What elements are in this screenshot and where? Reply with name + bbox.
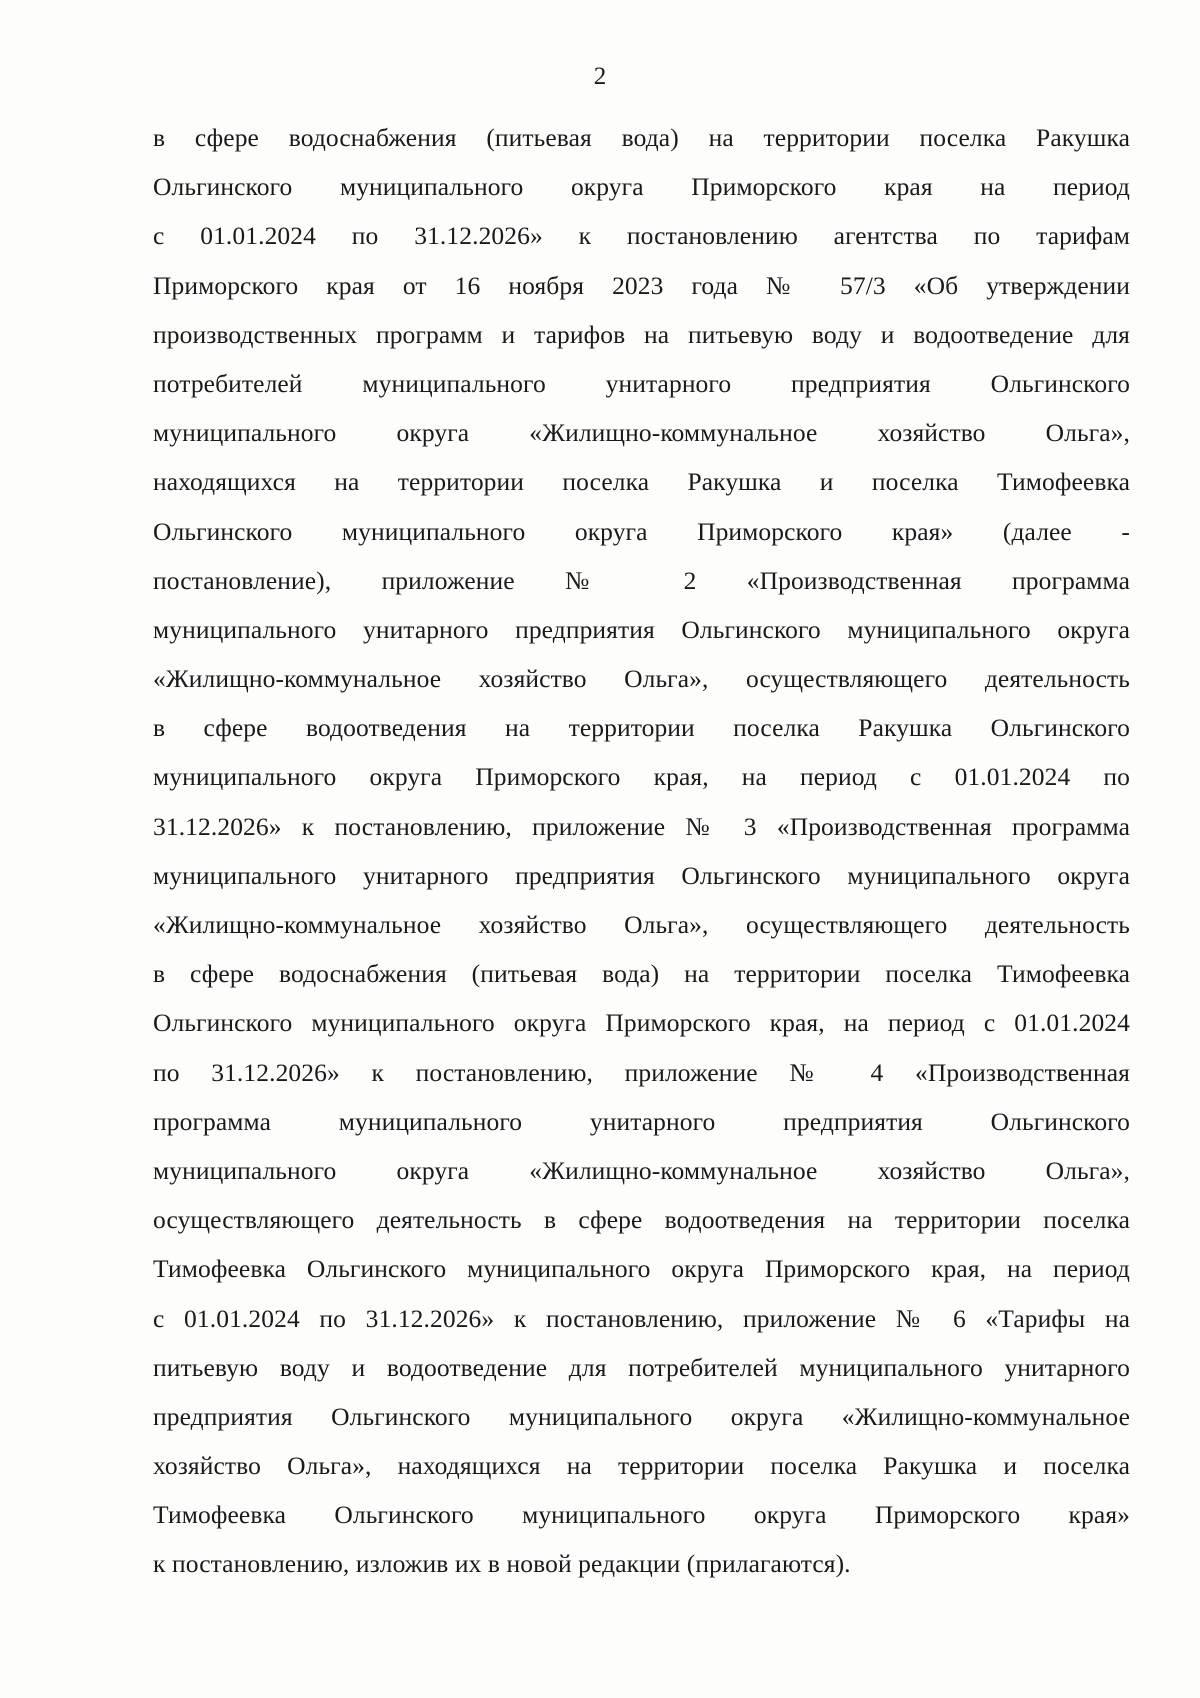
text-line: «Жилищно-коммунальное хозяйство Ольга», осуществляющего деятельность [153, 664, 1130, 694]
text-line: Ольгинского муниципального округа Приморского края» (далее - [153, 516, 1130, 546]
text-line: в сфере водоотведения на территории поселка Ракушка Ольгинского [153, 713, 1130, 743]
text-line: программа муниципального унитарного предприятия Ольгинского [153, 1106, 1130, 1136]
text-line: хозяйство Ольга», находящихся на территории поселка Ракушка и поселка [153, 1451, 1130, 1481]
text-line: Тимофеевка Ольгинского муниципального округа Приморского края» [153, 1500, 1130, 1530]
text-line: Ольгинского муниципального округа Приморского края на период [153, 172, 1130, 202]
text-line: «Жилищно-коммунальное хозяйство Ольга», осуществляющего деятельность [153, 910, 1130, 939]
text-line: в сфере водоснабжения (питьевая вода) на территории поселка Тимофеевка [153, 959, 1130, 989]
text-line: постановление), приложение № 2 «Производственная программа [153, 565, 1130, 595]
text-line: муниципального округа Приморского края, на период с 01.01.2024 по [153, 762, 1130, 792]
page-number: 2 [593, 63, 607, 90]
text-line-last: к постановлению, изложив их в новой редакции (прилагаются). [153, 1549, 851, 1579]
text-line: осуществляющего деятельность в сфере водоотведения на территории поселка [153, 1205, 1130, 1235]
text-line: 31.12.2026» к постановлению, приложение № 3 «Производственная программа [153, 811, 1130, 841]
text-line: муниципального округа «Жилищно-коммунальное хозяйство Ольга», [153, 1155, 1130, 1185]
body-paragraph [153, 113, 1130, 1589]
text-line: производственных программ и тарифов на питьевую воду и водоотведение для [153, 319, 1130, 349]
text-line: в сфере водоснабжения (питьевая вода) на территории поселка Ракушка [153, 123, 1130, 152]
text-line: муниципального унитарного предприятия Ольгинского муниципального округа [153, 860, 1130, 890]
text-line: Ольгинского муниципального округа Приморского края, на период с 01.01.2024 [153, 1008, 1130, 1038]
text-line: муниципального унитарного предприятия Ольгинского муниципального округа [153, 614, 1130, 644]
text-line: Тимофеевка Ольгинского муниципального округа Приморского края, на период [153, 1254, 1130, 1284]
text-line: муниципального округа «Жилищно-коммунальное хозяйство Ольга», [153, 418, 1130, 448]
text-line: потребителей муниципального унитарного предприятия Ольгинского [153, 368, 1130, 398]
text-line: предприятия Ольгинского муниципального округа «Жилищно-коммунальное [153, 1401, 1130, 1431]
text-line: Приморского края от 16 ноября 2023 года № 57/3 «Об утверждении [153, 270, 1130, 300]
text-line: питьевую воду и водоотведение для потребителей муниципального унитарного [153, 1352, 1130, 1382]
text-line: с 01.01.2024 по 31.12.2026» к постановлению агентства по тарифам [153, 221, 1130, 251]
text-line: с 01.01.2024 по 31.12.2026» к постановлению, приложение № 6 «Тарифы на [153, 1303, 1130, 1333]
text-line: находящихся на территории поселка Ракушка и поселка Тимофеевка [153, 467, 1130, 497]
text-line: по 31.12.2026» к постановлению, приложение № 4 «Производственная [153, 1057, 1130, 1087]
